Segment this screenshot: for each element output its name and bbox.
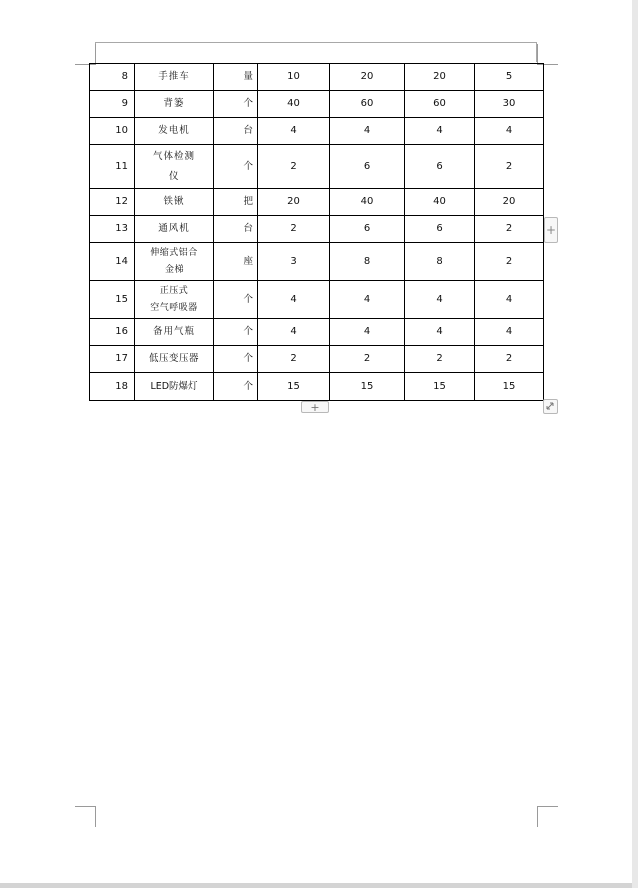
item-name[interactable]: 铁锹 [135, 189, 214, 216]
quantity-cell[interactable]: 15 [330, 373, 405, 401]
quantity-cell[interactable]: 4 [330, 118, 405, 145]
item-unit[interactable]: 把 [214, 189, 258, 216]
row-number[interactable]: 13 [90, 216, 135, 243]
quantity-cell[interactable]: 60 [330, 91, 405, 118]
quantity-cell[interactable]: 15 [475, 373, 544, 401]
quantity-cell[interactable]: 8 [330, 243, 405, 281]
quantity-cell[interactable]: 2 [475, 243, 544, 281]
table-row [90, 145, 544, 189]
table-row [90, 118, 544, 145]
item-name[interactable]: 手推车 [135, 64, 214, 91]
quantity-cell[interactable]: 20 [475, 189, 544, 216]
quantity-cell[interactable]: 4 [258, 319, 330, 346]
quantity-cell[interactable]: 30 [475, 91, 544, 118]
quantity-cell[interactable]: 4 [405, 319, 475, 346]
row-number[interactable]: 14 [90, 243, 135, 281]
item-unit[interactable]: 个 [214, 373, 258, 401]
margin-corner-bottom-right [537, 806, 558, 827]
quantity-cell[interactable]: 4 [330, 319, 405, 346]
table-row [90, 189, 544, 216]
quantity-cell[interactable]: 4 [475, 319, 544, 346]
row-number[interactable]: 15 [90, 281, 135, 319]
quantity-cell[interactable]: 4 [258, 281, 330, 319]
quantity-cell[interactable]: 2 [475, 145, 544, 189]
row-number[interactable]: 12 [90, 189, 135, 216]
item-name[interactable]: 通风机 [135, 216, 214, 243]
row-number[interactable]: 18 [90, 373, 135, 401]
quantity-cell[interactable]: 15 [405, 373, 475, 401]
quantity-cell[interactable]: 20 [330, 64, 405, 91]
add-column-button[interactable] [544, 217, 558, 243]
margin-corner-top-left [75, 44, 96, 65]
item-name[interactable]: 低压变压器 [135, 346, 214, 373]
quantity-cell[interactable]: 8 [405, 243, 475, 281]
item-unit[interactable]: 量 [214, 64, 258, 91]
quantity-cell[interactable]: 2 [405, 346, 475, 373]
table-row [90, 346, 544, 373]
row-number[interactable]: 17 [90, 346, 135, 373]
item-unit[interactable]: 个 [214, 145, 258, 189]
table-row [90, 216, 544, 243]
quantity-cell[interactable]: 3 [258, 243, 330, 281]
quantity-cell[interactable]: 5 [475, 64, 544, 91]
row-number[interactable]: 11 [90, 145, 135, 189]
row-number[interactable]: 16 [90, 319, 135, 346]
row-number[interactable]: 9 [90, 91, 135, 118]
quantity-cell[interactable]: 20 [258, 189, 330, 216]
item-unit[interactable]: 台 [214, 118, 258, 145]
quantity-cell[interactable]: 40 [258, 91, 330, 118]
item-unit[interactable]: 座 [214, 243, 258, 281]
quantity-cell[interactable]: 2 [475, 346, 544, 373]
quantity-cell[interactable]: 2 [475, 216, 544, 243]
quantity-cell[interactable]: 20 [405, 64, 475, 91]
quantity-cell[interactable]: 6 [330, 145, 405, 189]
item-name-line: 气体检测 [152, 150, 195, 162]
quantity-cell[interactable]: 4 [258, 118, 330, 145]
quantity-cell[interactable]: 15 [258, 373, 330, 401]
quantity-cell[interactable]: 2 [258, 145, 330, 189]
quantity-cell[interactable]: 60 [405, 91, 475, 118]
plus-icon: + [310, 401, 320, 414]
item-unit[interactable]: 台 [214, 216, 258, 243]
table-row [90, 243, 544, 281]
equipment-table[interactable] [89, 63, 544, 401]
item-name[interactable]: LED防爆灯 [135, 373, 214, 401]
row-number[interactable]: 10 [90, 118, 135, 145]
plus-icon: + [545, 223, 557, 237]
quantity-cell[interactable]: 6 [405, 216, 475, 243]
item-unit[interactable]: 个 [214, 91, 258, 118]
item-name-line: 正压式 [159, 286, 189, 296]
table-row [90, 373, 544, 401]
quantity-cell[interactable]: 4 [475, 281, 544, 319]
item-name[interactable]: 备用气瓶 [135, 319, 214, 346]
quantity-cell[interactable]: 4 [475, 118, 544, 145]
quantity-cell[interactable]: 6 [330, 216, 405, 243]
quantity-cell[interactable]: 2 [258, 216, 330, 243]
table-row [90, 319, 544, 346]
item-name[interactable] [135, 243, 214, 281]
quantity-cell[interactable]: 2 [258, 346, 330, 373]
margin-corner-bottom-left [75, 806, 96, 827]
item-unit[interactable]: 个 [214, 319, 258, 346]
quantity-cell[interactable]: 6 [405, 145, 475, 189]
quantity-cell[interactable]: 4 [330, 281, 405, 319]
item-unit[interactable]: 个 [214, 281, 258, 319]
quantity-cell[interactable]: 40 [330, 189, 405, 216]
item-name-line: 伸缩式铝合 [150, 248, 198, 258]
table-resize-handle[interactable] [543, 399, 558, 414]
item-name[interactable] [135, 145, 214, 189]
quantity-cell[interactable]: 10 [258, 64, 330, 91]
item-name-line: 仪 [169, 170, 180, 182]
table-row [90, 281, 544, 319]
quantity-cell[interactable]: 2 [330, 346, 405, 373]
window-edge [632, 0, 638, 888]
header-area[interactable] [95, 42, 537, 62]
row-number[interactable]: 8 [90, 64, 135, 91]
item-name[interactable] [135, 281, 214, 319]
resize-diagonal-icon [544, 400, 557, 413]
quantity-cell[interactable]: 4 [405, 281, 475, 319]
add-row-button[interactable] [301, 401, 329, 413]
item-name[interactable]: 背篓 [135, 91, 214, 118]
item-name-line: 金梯 [165, 265, 185, 275]
quantity-cell[interactable]: 40 [405, 189, 475, 216]
item-name-line: 空气呼吸器 [150, 303, 198, 313]
item-name[interactable]: 发电机 [135, 118, 214, 145]
item-unit[interactable]: 个 [214, 346, 258, 373]
quantity-cell[interactable]: 4 [405, 118, 475, 145]
table-row [90, 64, 544, 91]
table-row [90, 91, 544, 118]
margin-corner-top-right [537, 44, 558, 65]
